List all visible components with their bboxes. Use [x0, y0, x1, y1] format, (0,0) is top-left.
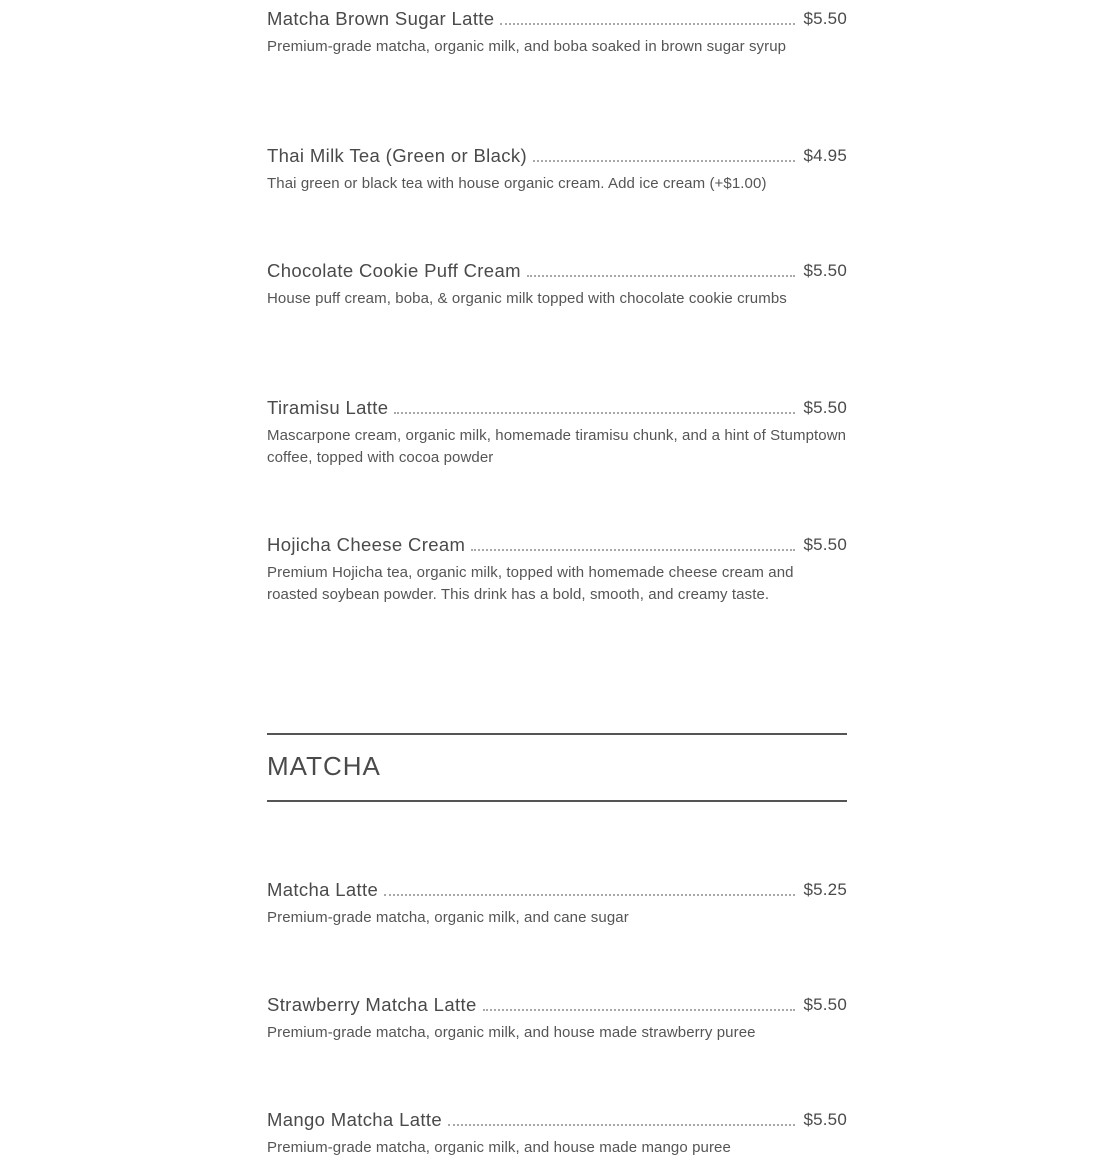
menu-item-name: Strawberry Matcha Latte [267, 994, 477, 1015]
section-header-matcha [267, 733, 847, 802]
menu-item-name: Hojicha Cheese Cream [267, 534, 466, 555]
menu-item-description: Premium-grade matcha, organic milk, and boba soaked in brown sugar syrup [267, 38, 787, 55]
menu-item-name: Matcha Latte [267, 879, 379, 900]
dot-leader [483, 1007, 796, 1011]
menu-item-price: $5.50 [803, 535, 847, 554]
dot-leader [527, 273, 796, 277]
menu-item-description: Thai green or black tea with house organic cream. Add ice cream (+$1.00) [267, 175, 767, 192]
menu-item-description: Premium-grade matcha, organic milk, and house made strawberry puree [267, 1024, 756, 1041]
menu-item [267, 137, 847, 195]
menu-item-description: House puff cream, boba, & organic milk topped with chocolate cookie crumbs [267, 290, 787, 307]
menu-item-name: Chocolate Cookie Puff Cream [267, 260, 521, 281]
menu-item-price: $4.95 [803, 146, 847, 165]
dot-leader [394, 410, 795, 414]
section-title: MATCHA [267, 751, 381, 781]
menu-item-description: Premium-grade matcha, organic milk, and house made mango puree [267, 1139, 731, 1156]
menu-item-name: Matcha Brown Sugar Latte [267, 8, 495, 29]
menu-item-name: Mango Matcha Latte [267, 1109, 442, 1130]
menu-item-header [267, 1101, 847, 1131]
menu-item-price: $5.50 [803, 995, 847, 1014]
menu-item-description: Premium-grade matcha, organic milk, and cane sugar [267, 909, 629, 926]
menu-item [267, 252, 847, 310]
menu-item-name: Thai Milk Tea (Green or Black) [267, 145, 527, 166]
menu-item-name: Tiramisu Latte [267, 397, 389, 418]
menu-item-header [267, 389, 847, 419]
menu-item [267, 389, 847, 469]
dot-leader [500, 21, 795, 25]
menu-item-price: $5.50 [803, 1110, 847, 1129]
dot-leader [448, 1122, 795, 1126]
menu-item-price: $5.50 [803, 398, 847, 417]
menu-item [267, 0, 847, 58]
menu-item-header [267, 986, 847, 1016]
menu-item-description: Mascarpone cream, organic milk, homemade tiramisu chunk, and a hint of Stumptown coffee, topped with cocoa powder [267, 427, 847, 466]
dot-leader [384, 892, 795, 896]
menu-item-header [267, 0, 847, 30]
menu-item-header [267, 526, 847, 556]
menu-item-price: $5.50 [803, 9, 847, 28]
menu-item [267, 526, 847, 606]
menu-item [267, 871, 847, 929]
menu-item-description: Premium Hojicha tea, organic milk, topped with homemade cheese cream and roasted soybean powder. This drink has a bold, smooth, and creamy taste. [267, 564, 794, 603]
menu-item-price: $5.25 [803, 880, 847, 899]
menu-item [267, 986, 847, 1044]
dot-leader [533, 158, 795, 162]
menu-item-header [267, 137, 847, 167]
menu-item-header [267, 871, 847, 901]
menu-item-price: $5.50 [803, 261, 847, 280]
menu-item-header [267, 252, 847, 282]
menu-item [267, 1101, 847, 1159]
dot-leader [471, 547, 795, 551]
